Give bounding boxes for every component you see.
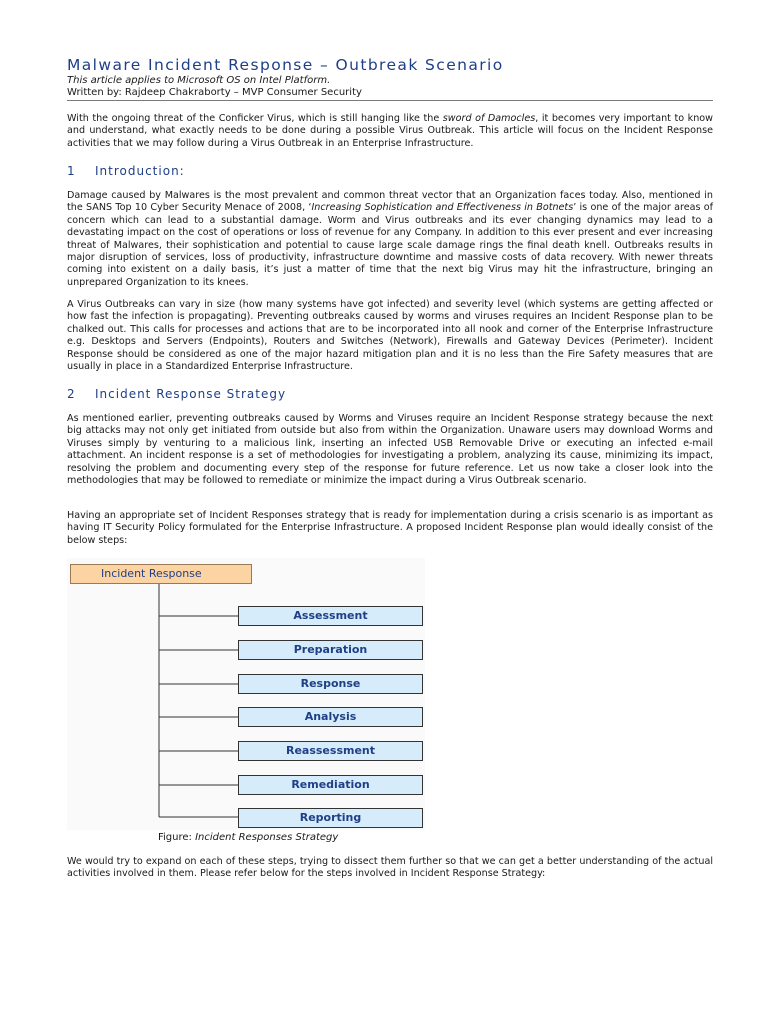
s1p1-text-1: Damage caused by Malwares is the most prevalent and common threat vector that an Organization faces today. Also, mentioned in the SANS Top 10 Cyber Security Menace of 2008, ‘	[67, 190, 713, 214]
section-2-title: Incident Response Strategy	[95, 387, 287, 401]
section-1-title: Introduction:	[95, 164, 185, 178]
author-line: Written by: Rajdeep Chakraborty – MVP Consumer Security	[67, 87, 362, 98]
step-node-preparation: Preparation	[238, 640, 423, 660]
intro-emphasis: sword of Damocles	[442, 113, 536, 124]
step-node-reporting: Reporting	[238, 808, 423, 828]
caption-title: Incident Responses Strategy	[195, 832, 339, 843]
s1p1-emphasis: Increasing Sophistication and Effectiveness in Botnets	[311, 202, 574, 214]
section-2-heading	[67, 387, 286, 401]
intro-text-2: , it becomes very important to know and understand, what exactly needs to be done during a possible Virus Outbreak. This article will focus on the Incident Response activities that we may follow during a Virus Outbreak in an Enterprise Infrastructure.	[67, 113, 714, 149]
step-node-remediation: Remediation	[238, 775, 423, 795]
section-2-number: 2	[67, 387, 76, 401]
step-node-assessment: Assessment	[238, 606, 423, 626]
s1p1-text-2: ’ is one of the major areas of concern which can lead to a substantial damage. Worm and Virus outbreaks and its ever changing dynamics may lead to a devastating impact on the cost of operations or loss of revenue for any Company. In addition to this ever present and ever increasing threat of Malwares, their sophistication and potential to cause large scale damage rings the final death knell. Outbreaks results in major disruption of services, loss of productivity, infrastructure downtime and massive costs of data recovery. With newer threats coming into existent on a daily basis, it’s just a matter of time that the next big Virus may hit the infrastructure, bringing an unprepared Organization to its knees.	[67, 202, 713, 288]
section-2-paragraph-2: Having an appropriate set of Incident Responses strategy that is ready for implementation during a crisis scenario is as important as having IT Security Policy formulated for the Enterprise Infrastructure. A proposed Incident Response plan would ideally consist of the below steps:	[67, 510, 713, 546]
document-title: Malware Incident Response – Outbreak Scenario	[67, 56, 504, 74]
section-1-paragraph-1	[67, 190, 713, 289]
figure-caption	[158, 832, 338, 843]
step-node-reassessment: Reassessment	[238, 741, 423, 761]
intro-paragraph	[67, 113, 713, 150]
step-node-analysis: Analysis	[238, 707, 423, 727]
section-1-number: 1	[67, 164, 76, 178]
incident-response-diagram	[67, 558, 425, 830]
caption-prefix: Figure:	[158, 832, 196, 843]
step-node-response: Response	[238, 674, 423, 694]
applies-to-note: This article applies to Microsoft OS on Intel Platform.	[67, 75, 331, 86]
section-1-heading	[67, 164, 185, 178]
closing-paragraph: We would try to expand on each of these steps, trying to dissect them further so that we can get a better understanding of the actual activities involved in them. Please refer below for the steps involved in Incident Response Strategy:	[67, 856, 713, 880]
section-2-paragraph-1: As mentioned earlier, preventing outbreaks caused by Worms and Viruses require an Incident Response strategy because the next big attacks may not only get initiated from outside but also from within the Organization. Unaware users may download Worms and Viruses simply by venturing to a malicious link, inserting an infected USB Removable Drive or executing an infected e-mail attachment. An incident response is a set of methodologies for investigating a problem, analyzing its cause, minimizing its impact, resolving the problem and documenting every step of the response for future reference. Let us now take a closer look into the methodologies that may be followed to remediate or minimize the impact during a Virus Outbreak scenario.	[67, 413, 713, 487]
intro-text-1: With the ongoing threat of the Conficker Virus, which is still hanging like the	[67, 113, 443, 124]
root-node-incident-response: Incident Response	[70, 564, 252, 584]
section-1-paragraph-2: A Virus Outbreaks can vary in size (how many systems have got infected) and severity level (which systems are getting affected or how fast the infection is propagating). Preventing outbreaks caused by worms and viruses requires an Incident Response plan to be chalked out. This calls for processes and actions that are to be incorporated into all nook and corner of the Enterprise Infrastructure e.g. Desktops and Servers (Endpoints), Routers and Switches (Network), Firewalls and Gateway Devices (Perimeter). Incident Response should be considered as one of the major hazard mitigation plan and it is no less than the Fire Safety measures that are usually in place in a Standardized Enterprise Infrastructure.	[67, 299, 713, 373]
header-divider	[67, 100, 713, 101]
